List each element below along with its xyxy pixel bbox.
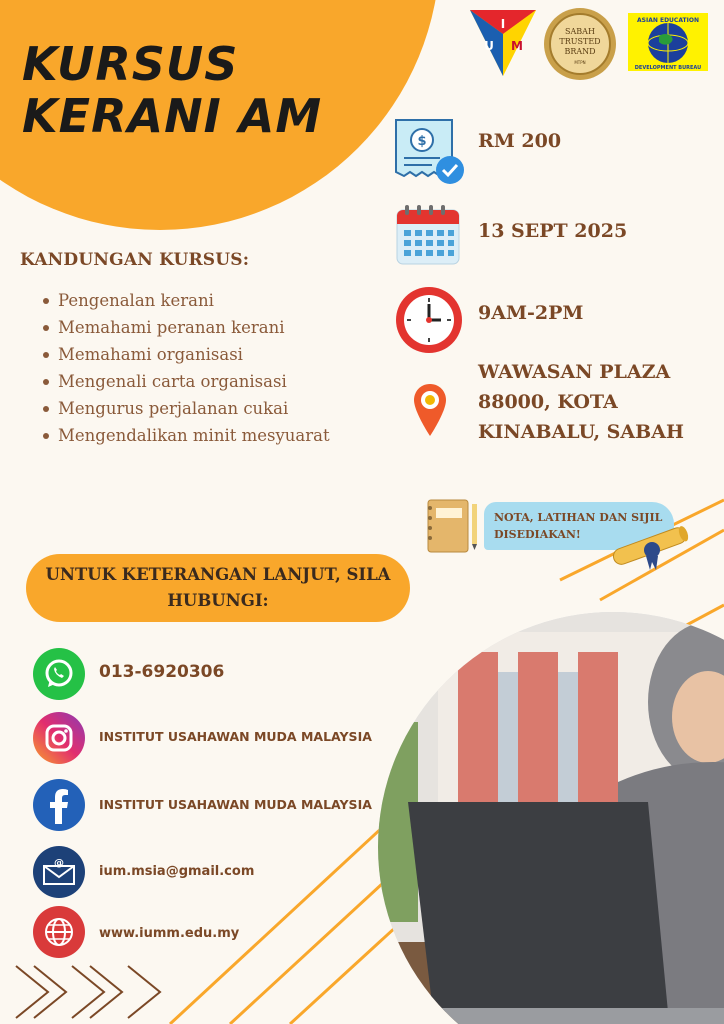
svg-text:@: @ [54,858,64,869]
svg-text:$: $ [417,134,427,149]
website-url[interactable]: www.iumm.edu.my [99,926,240,941]
whatsapp-icon[interactable] [33,648,85,700]
venue-line-2: 88000, KOTA [478,391,618,413]
list-item: Memahami peranan kerani [40,314,330,341]
badge-line-1: SABAH [565,27,595,36]
receipt-icon [392,116,468,188]
list-item: Mengenali carta organisasi [40,368,330,395]
badge-small: MTPN [574,60,586,65]
notes-line-2: DISEDIAKAN! [494,528,581,541]
venue-line-3: KINABALU, SABAH [478,421,684,443]
notes-line-1: NOTA, LATIHAN DAN SIJIL [494,511,663,524]
whatsapp-number[interactable]: 013-6920306 [99,662,225,682]
chevron-right-icon [12,962,172,1022]
poster-title [22,38,322,142]
list-item: Mengurus perjalanan cukai [40,395,330,422]
location-pin-icon [412,382,448,438]
ium-letter-u: U [484,39,494,53]
badge-line-3: BRAND [564,47,596,56]
title-line-1: KURSUS [22,37,239,91]
asian-top-text: ASIAN EDUCATION [637,17,699,24]
ium-logo [468,8,538,78]
list-item: Memahami organisasi [40,341,330,368]
notebook-icon [424,496,482,554]
ium-letter-m: M [511,39,523,53]
badge-line-2: TRUSTED [559,37,601,46]
asian-education-logo [628,13,708,71]
calendar-icon [395,204,461,266]
ium-letter-i: I [500,17,506,31]
time-text: 9AM-2PM [478,302,584,324]
email-address[interactable]: ium.msia@gmail.com [99,864,255,879]
clock-icon [394,285,464,355]
sabah-trusted-brand-badge [542,6,618,82]
list-item: Pengenalan kerani [40,287,330,314]
globe-logo-icon [629,14,707,70]
globe-icon[interactable] [33,906,85,958]
contact-heading-line-1: UNTUK KETERANGAN LANJUT, SILA [45,565,391,584]
list-item: Mengendalikan minit mesyuarat [40,422,330,449]
venue-line-1: WAWASAN PLAZA [478,361,671,383]
asian-bottom-text: DEVELOPMENT BUREAU [634,65,702,70]
mail-icon[interactable] [33,846,85,898]
facebook-page[interactable]: INSTITUT USAHAWAN MUDA MALAYSIA [99,797,372,812]
facebook-icon[interactable] [33,779,85,831]
price-text: RM 200 [478,130,562,152]
instagram-handle[interactable]: INSTITUT USAHAWAN MUDA MALAYSIA [99,729,372,744]
diploma-icon [606,522,694,572]
contact-heading-pill [26,554,410,622]
contact-heading-line-2: HUBUNGI: [167,591,269,610]
date-text: 13 SEPT 2025 [478,220,628,242]
venue-text [478,357,684,447]
title-line-2: KERANI AM [22,89,323,143]
instagram-icon[interactable] [33,712,85,764]
contents-heading: KANDUNGAN KURSUS: [20,250,250,270]
contents-list [40,287,330,449]
